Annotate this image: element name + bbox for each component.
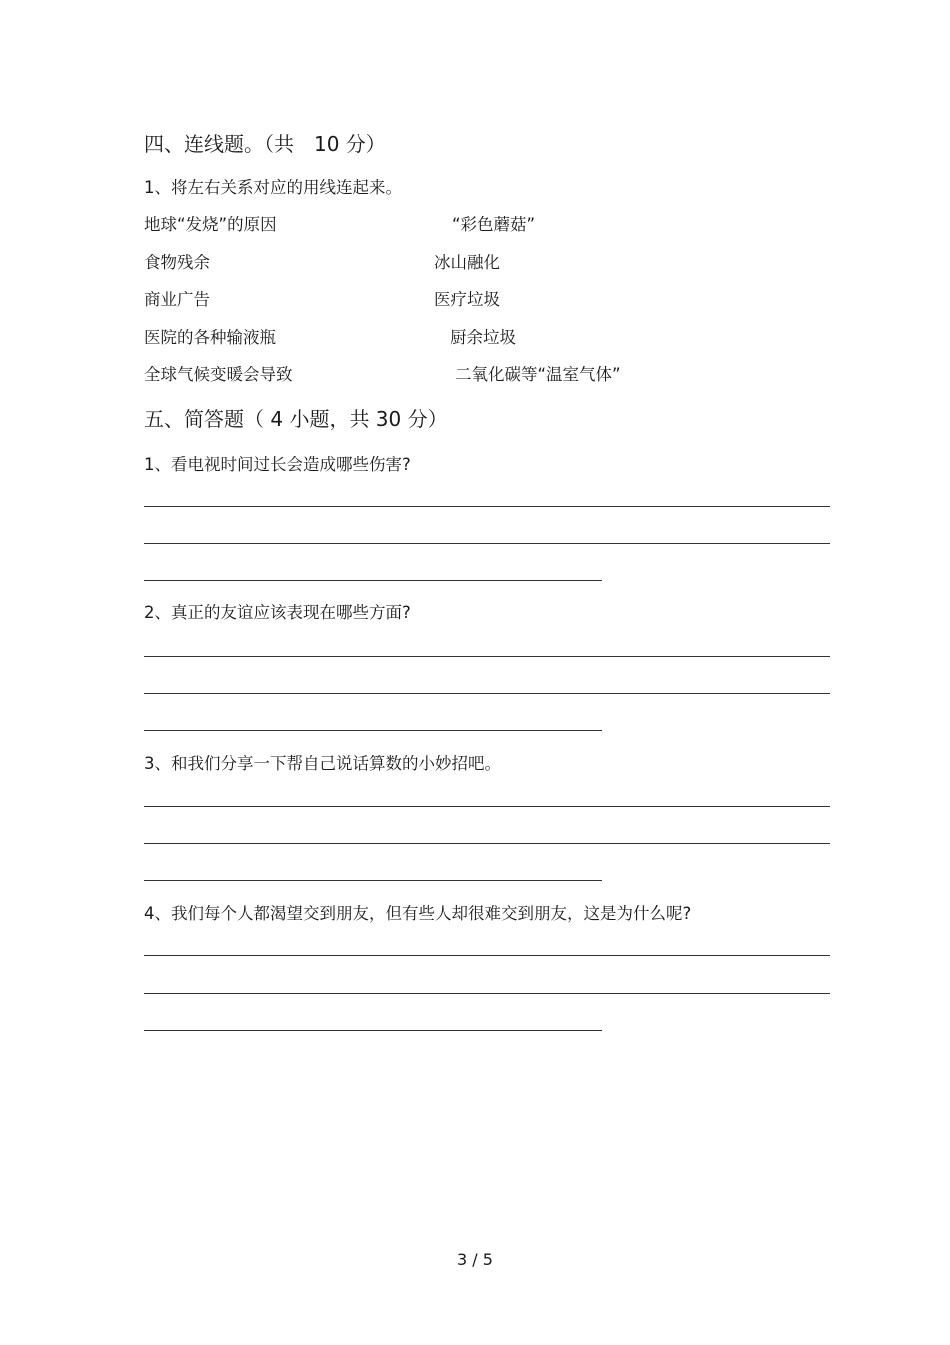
match-left-item: 商业广告 — [144, 290, 210, 309]
answer-line[interactable] — [144, 693, 830, 694]
short-answer-question: 4、我们每个人都渴望交到朋友，但有些人却很难交到朋友，这是为什么呢? — [144, 904, 692, 923]
match-left-item: 地球“发烧”的原因 — [144, 215, 277, 234]
match-left-item: 食物残余 — [144, 253, 210, 272]
answer-line[interactable] — [144, 506, 830, 507]
short-answer-question: 2、真正的友谊应该表现在哪些方面? — [144, 603, 411, 622]
match-right-item: 二氧化碳等“温室气体” — [455, 365, 621, 384]
answer-line[interactable] — [144, 955, 830, 956]
answer-line[interactable] — [144, 806, 830, 807]
answer-line[interactable] — [144, 880, 602, 881]
section4-title: 四、连线题。（共 10 分） — [144, 132, 386, 156]
section5-title: 五、简答题（ 4 小题，共 30 分） — [144, 407, 448, 431]
answer-line[interactable] — [144, 543, 830, 544]
answer-line[interactable] — [144, 730, 602, 731]
match-left-item: 全球气候变暖会导致 — [144, 365, 293, 384]
answer-line[interactable] — [144, 580, 602, 581]
answer-line[interactable] — [144, 993, 830, 994]
match-right-item: 冰山融化 — [434, 253, 500, 272]
match-right-item: “彩色蘑菇” — [452, 215, 536, 234]
match-right-item: 医疗垃圾 — [434, 290, 500, 309]
section4-question1: 1、将左右关系对应的用线连起来。 — [144, 178, 402, 197]
short-answer-question: 3、和我们分享一下帮自己说话算数的小妙招吧。 — [144, 754, 501, 773]
short-answer-question: 1、看电视时间过长会造成哪些伤害? — [144, 455, 411, 474]
page-number: 3 / 5 — [457, 1250, 493, 1269]
answer-line[interactable] — [144, 1030, 602, 1031]
match-right-item: 厨余垃圾 — [450, 328, 516, 347]
answer-line[interactable] — [144, 843, 830, 844]
answer-line[interactable] — [144, 656, 830, 657]
match-left-item: 医院的各种输液瓶 — [144, 328, 276, 347]
